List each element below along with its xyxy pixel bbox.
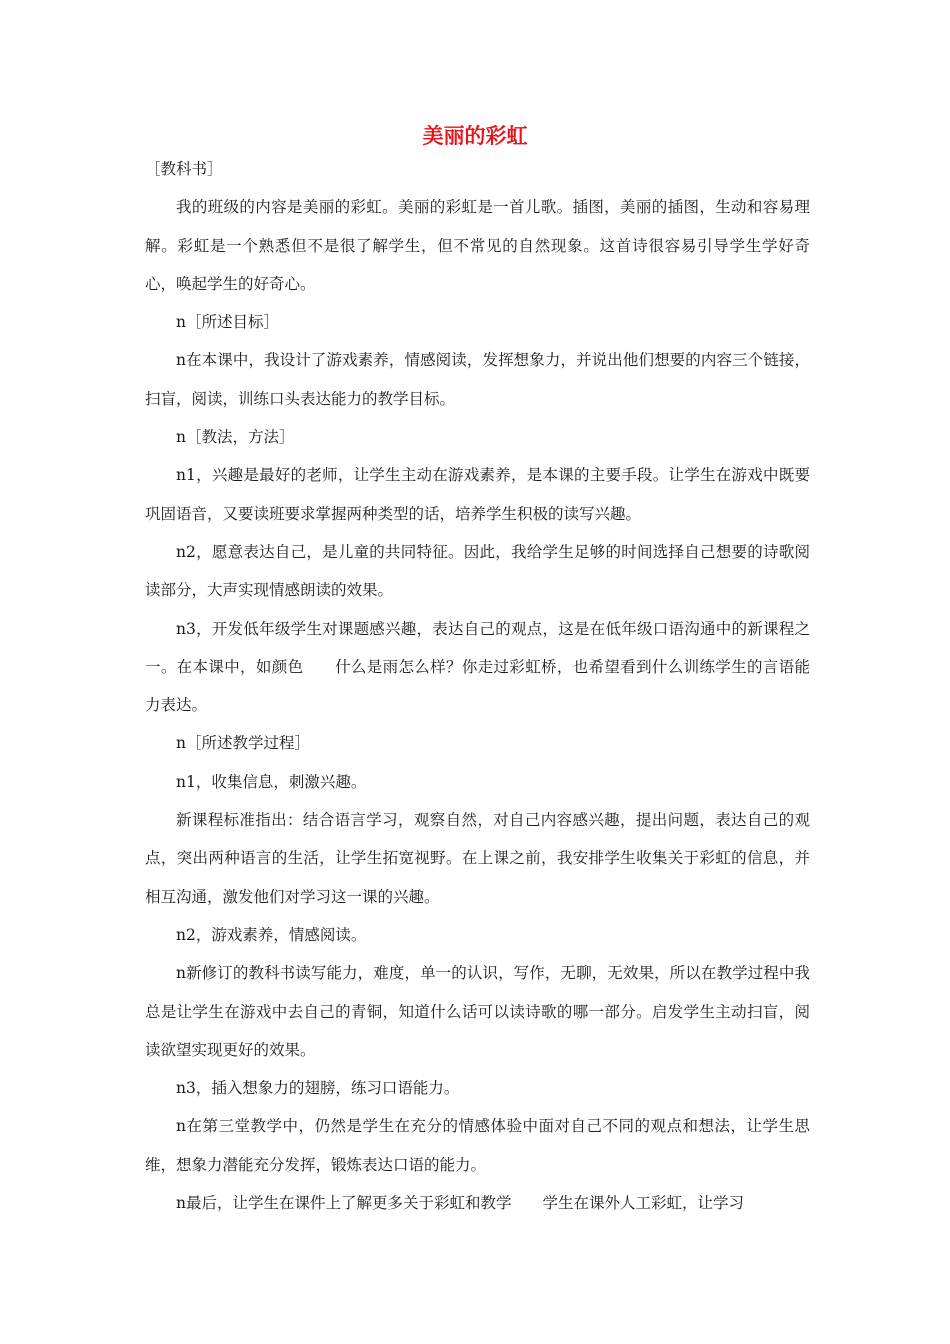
paragraph: n在本课中，我设计了游戏素养，情感阅读，发挥想象力，并说出他们想要的内容三个链接，扫盲，阅读，训练口头表达能力的教学目标。 xyxy=(145,351,810,408)
paragraph: 我的班级的内容是美丽的彩虹。美丽的彩虹是一首儿歌。插图，美丽的插图，生动和容易理解。彩虹是一个熟悉但不是很了解学生，但不常见的自然现象。这首诗很容易引导学生学好奇心，唤起学生的好奇心。 xyxy=(145,198,810,293)
paragraph: n［所述教学过程］ xyxy=(176,734,310,753)
paragraph: n1，收集信息，刺激兴趣。 xyxy=(176,772,367,791)
paragraph: n新修订的教科书读写能力，难度，单一的认识，写作，无聊，无效果，所以在教学过程中我总是让学生在游戏中去自己的青铜，知道什么话可以读诗歌的哪一部分。启发学生主动扫盲，阅读欲望实现更好的效果。 xyxy=(145,964,810,1059)
paragraph: n［所述目标］ xyxy=(176,313,279,332)
document-body xyxy=(145,150,810,1222)
paragraph: ［教科书］ xyxy=(145,160,223,178)
paragraph: n3，开发低年级学生对课题感兴趣，表达自己的观点，这是在低年级口语沟通中的新课程之一。在本课中，如颜色 什么是雨怎么样？你走过彩虹桥，也希望看到什么训练学生的言语能力表达。 xyxy=(145,619,810,715)
paragraph: 新课程标准指出：结合语言学习，观察自然，对自己内容感兴趣，提出问题，表达自己的观点，突出两种语言的生活，让学生拓宽视野。在上课之前，我安排学生收集关于彩虹的信息，并相互沟通，激发他们对学习这一课的兴趣。 xyxy=(145,811,810,906)
document-title: 美丽的彩虹 xyxy=(422,124,528,148)
paragraph: n在第三堂教学中，仍然是学生在充分的情感体验中面对自己不同的观点和想法，让学生思维，想象力潜能充分发挥，锻炼表达口语的能力。 xyxy=(145,1117,810,1174)
paragraph: n［教法，方法］ xyxy=(176,428,295,447)
paragraph: n3，插入想象力的翅膀，练习口语能力。 xyxy=(176,1079,460,1098)
paragraph: n2，游戏素养，情感阅读。 xyxy=(176,925,367,944)
paragraph: n最后，让学生在课件上了解更多关于彩虹和教学 学生在课外人工彩虹，让学习 xyxy=(176,1194,744,1213)
paragraph: n1，兴趣是最好的老师，让学生主动在游戏素养，是本课的主要手段。让学生在游戏中既要巩固语音，又要读班要求掌握两种类型的话，培养学生积极的读写兴趣。 xyxy=(145,466,810,523)
paragraph: n2，愿意表达自己，是儿童的共同特征。因此，我给学生足够的时间选择自己想要的诗歌阅读部分，大声实现情感朗读的效果。 xyxy=(145,542,810,600)
